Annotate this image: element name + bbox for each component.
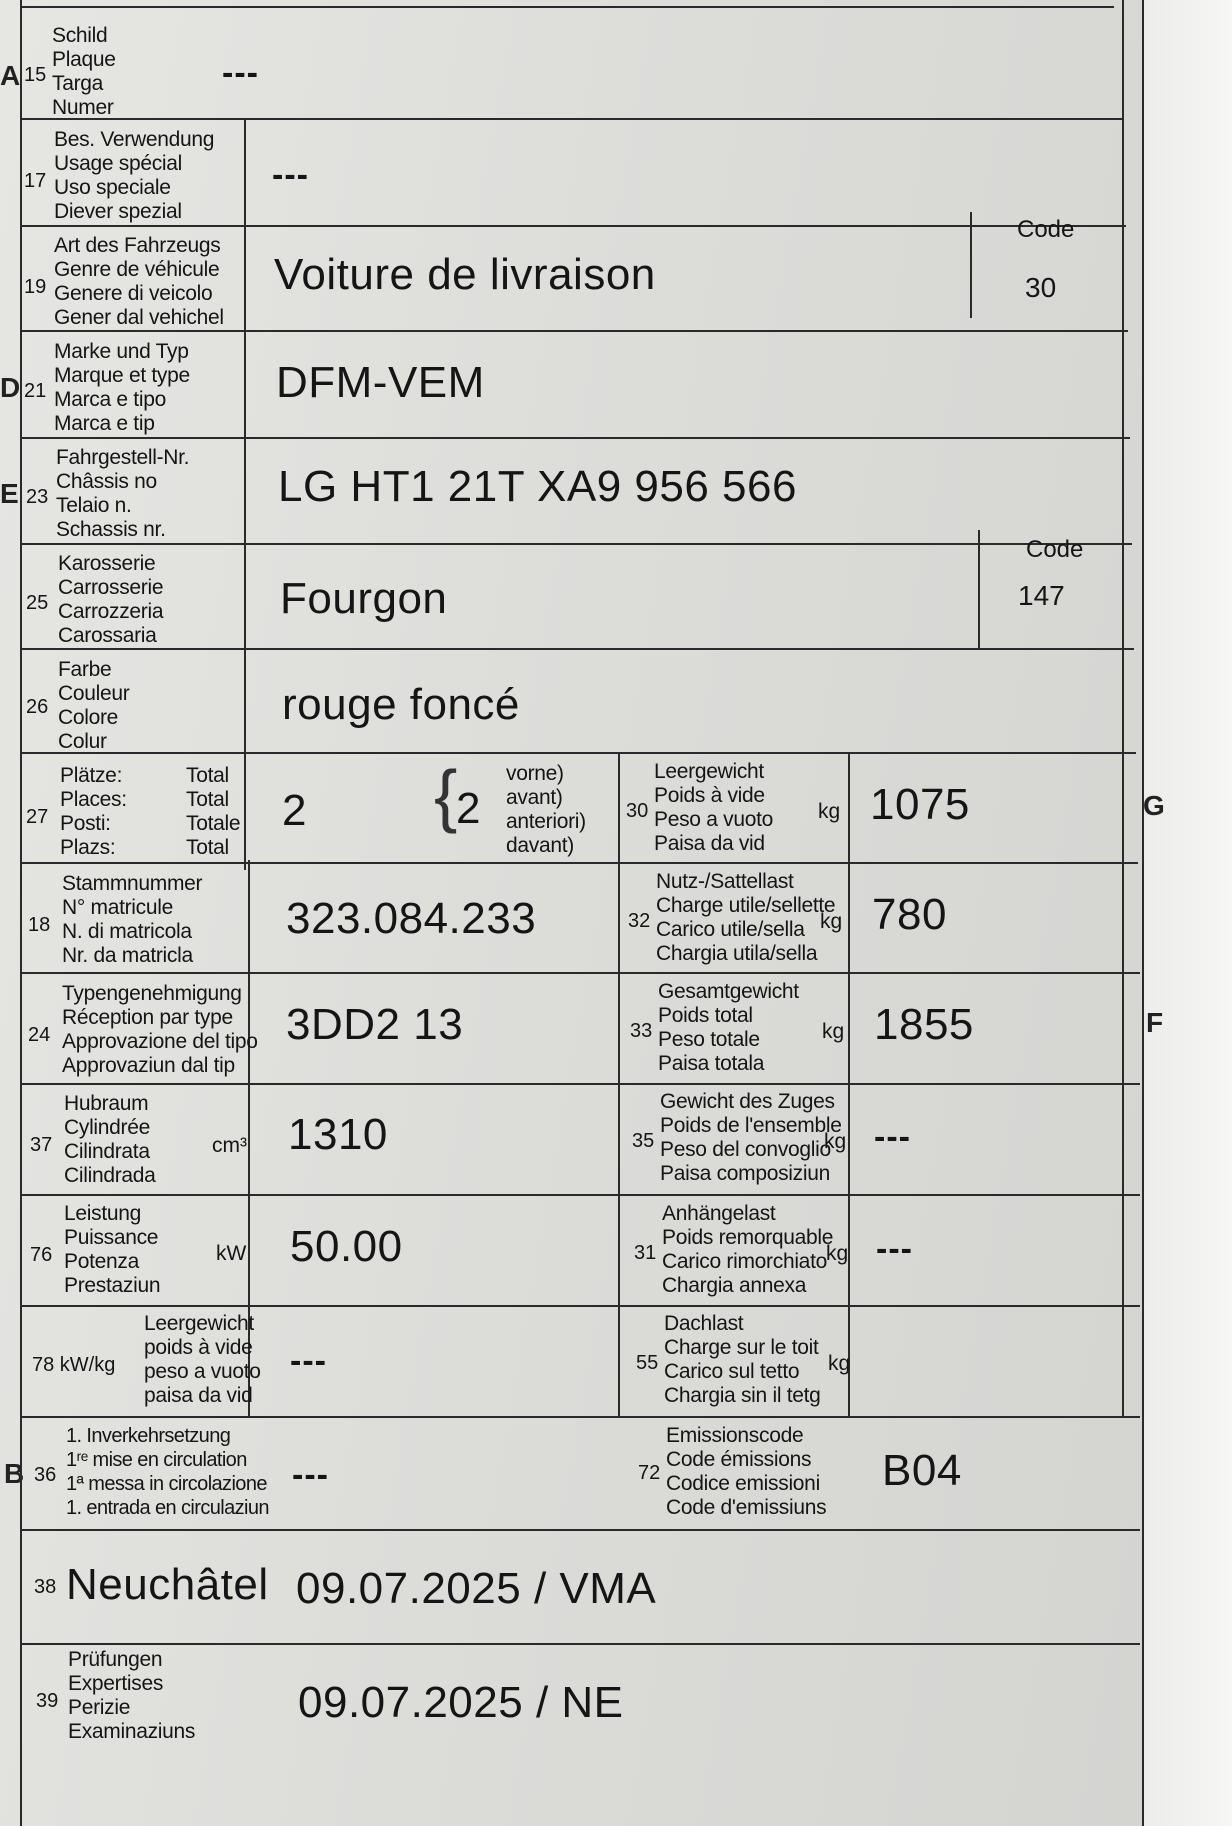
- side-letter-e: E: [0, 478, 19, 509]
- field-number-76: 76: [30, 1244, 53, 1266]
- field-number-33: 33: [630, 1020, 653, 1042]
- value-master-number: 323.084.233: [286, 894, 537, 943]
- value-emission-code: B04: [882, 1446, 962, 1495]
- field-number-25: 25: [26, 592, 49, 614]
- unit-kg-30: kg: [818, 800, 841, 823]
- field-number-30: 30: [626, 800, 649, 822]
- label-inspections: Prüfungen Expertises Perizie Examinaziuns: [68, 1648, 196, 1743]
- vehicle-type-code: 30: [1025, 272, 1057, 303]
- value-make-model: DFM-VEM: [276, 358, 485, 407]
- side-letter-g: G: [1143, 790, 1165, 821]
- field-number-21: 21: [24, 380, 47, 402]
- issuing-place: Neuchâtel: [66, 1560, 269, 1609]
- field-number-18: 18: [28, 914, 51, 936]
- label-displacement: Hubraum Cylindrée Cilindrata Cilindrada: [64, 1092, 156, 1187]
- value-payload: 780: [872, 890, 947, 939]
- unit-kg-55: kg: [828, 1352, 851, 1375]
- unit-cm3: cm³: [212, 1134, 247, 1157]
- value-power-weight: ---: [290, 1342, 327, 1380]
- label-plate: Schild Plaque Targa Numer: [52, 24, 116, 119]
- label-trailer-load: Anhängelast Poids remorquable Carico rimorchiato Chargia annexa: [662, 1202, 834, 1297]
- value-trailer-load: ---: [876, 1230, 913, 1268]
- value-displacement: 1310: [288, 1110, 388, 1159]
- body-type-code: 147: [1018, 580, 1065, 611]
- value-body-type: Fourgon: [280, 574, 448, 623]
- field-number-38: 38: [34, 1576, 57, 1598]
- unit-kg-32: kg: [820, 910, 843, 933]
- paper-edge: [1142, 0, 1232, 1826]
- label-emission-code: Emissionscode Code émissions Codice emissioni Code d'emissiuns: [666, 1424, 827, 1519]
- label-vehicle-type: Art des Fahrzeugs Genre de véhicule Genere di veicolo Gener dal vehichel: [54, 234, 224, 329]
- label-seats-total: Total Total Totale Total: [186, 764, 241, 859]
- label-make-model: Marke und Typ Marque et type Marca e tipo Marca e tip: [54, 340, 190, 435]
- label-master-number: Stammnummer N° matricule N. di matricola Nr. da matricla: [62, 872, 203, 967]
- side-letter-f: F: [1146, 1007, 1164, 1038]
- value-type-approval: 3DD2 13: [286, 1000, 464, 1049]
- value-plate: ---: [222, 54, 259, 92]
- label-power: Leistung Puissance Potenza Prestaziun: [64, 1202, 161, 1297]
- issue-date-authority: 09.07.2025 / VMA: [296, 1564, 657, 1613]
- label-seats-front: vorne) avant) anteriori) davant): [506, 762, 586, 857]
- field-number-26: 26: [26, 696, 49, 718]
- field-number-17: 17: [24, 170, 47, 192]
- field-number-15: 15: [24, 64, 47, 86]
- field-number-27: 27: [26, 806, 49, 828]
- label-payload: Nutz-/Sattellast Charge utile/sellette Carico utile/sella Chargia utila/sella: [656, 870, 836, 965]
- value-chassis-number: LG HT1 21T XA9 956 566: [278, 462, 797, 511]
- label-empty-weight: Leergewicht Poids à vide Peso a vuoto Paisa da vid: [654, 760, 773, 855]
- label-type-approval: Typengenehmigung Réception par type Approvazione del tipo Approvaziun dal tip: [62, 982, 258, 1077]
- field-number-35: 35: [632, 1130, 655, 1152]
- value-seats-total: 2: [282, 786, 307, 835]
- field-number-36: 36: [34, 1464, 57, 1486]
- field-number-55: 55: [636, 1352, 659, 1374]
- label-seats: Plätze: Places: Posti: Plazs:: [60, 764, 127, 859]
- value-empty-weight: 1075: [870, 780, 970, 829]
- value-power: 50.00: [290, 1222, 403, 1271]
- vehicle-registration-form: [20, 0, 1144, 1826]
- label-train-weight: Gewicht des Zuges Poids de l'ensemble Peso del convoglio Paisa composiziun: [660, 1090, 842, 1185]
- field-number-19: 19: [24, 276, 47, 298]
- label-special-use: Bes. Verwendung Usage spécial Uso speciale Diever spezial: [54, 128, 215, 223]
- field-number-23: 23: [26, 486, 49, 508]
- unit-kg-35: kg: [824, 1130, 847, 1153]
- label-body-type: Karosserie Carrosserie Carrozzeria Carossaria: [58, 552, 164, 647]
- value-vehicle-type: Voiture de livraison: [274, 250, 656, 299]
- value-train-weight: ---: [874, 1118, 911, 1156]
- unit-kg-33: kg: [822, 1020, 845, 1043]
- code-label-body: Code: [1026, 536, 1084, 563]
- field-number-39: 39: [36, 1690, 59, 1712]
- value-special-use: ---: [272, 156, 309, 194]
- value-seats-front: 2: [456, 784, 481, 833]
- label-color: Farbe Couleur Colore Colur: [58, 658, 130, 753]
- label-roof-load: Dachlast Charge sur le toit Carico sul tetto Chargia sin il tetg: [664, 1312, 821, 1407]
- inspection-date-authority: 09.07.2025 / NE: [298, 1678, 624, 1727]
- field-number-72: 72: [638, 1462, 661, 1484]
- side-letter-d: D: [0, 372, 21, 403]
- value-color: rouge foncé: [282, 680, 520, 729]
- field-number-24: 24: [28, 1024, 51, 1046]
- unit-kg-31: kg: [826, 1242, 849, 1265]
- side-letter-b: B: [4, 1458, 25, 1489]
- field-number-32: 32: [628, 910, 651, 932]
- field-number-78: 78 kW/kg: [32, 1354, 116, 1376]
- code-label: Code: [1017, 216, 1075, 243]
- field-number-31: 31: [634, 1242, 657, 1264]
- field-number-37: 37: [30, 1134, 53, 1156]
- value-first-registration: ---: [292, 1456, 329, 1494]
- label-first-registration: 1. Inverkehrsetzung 1ʳᵉ mise en circulation 1ª messa in circolazione 1. entrada en circulaziun: [66, 1425, 269, 1519]
- label-total-weight: Gesamtgewicht Poids total Peso totale Paisa totala: [658, 980, 799, 1075]
- unit-kw: kW: [216, 1242, 247, 1265]
- value-total-weight: 1855: [874, 1000, 974, 1049]
- label-power-weight: Leergewicht poids à vide peso a vuoto paisa da vid: [144, 1312, 261, 1407]
- label-chassis-number: Fahrgestell-Nr. Châssis no Telaio n. Schassis nr.: [56, 446, 190, 541]
- brace-open: {: [434, 756, 458, 834]
- side-letter-a: A: [0, 60, 21, 91]
